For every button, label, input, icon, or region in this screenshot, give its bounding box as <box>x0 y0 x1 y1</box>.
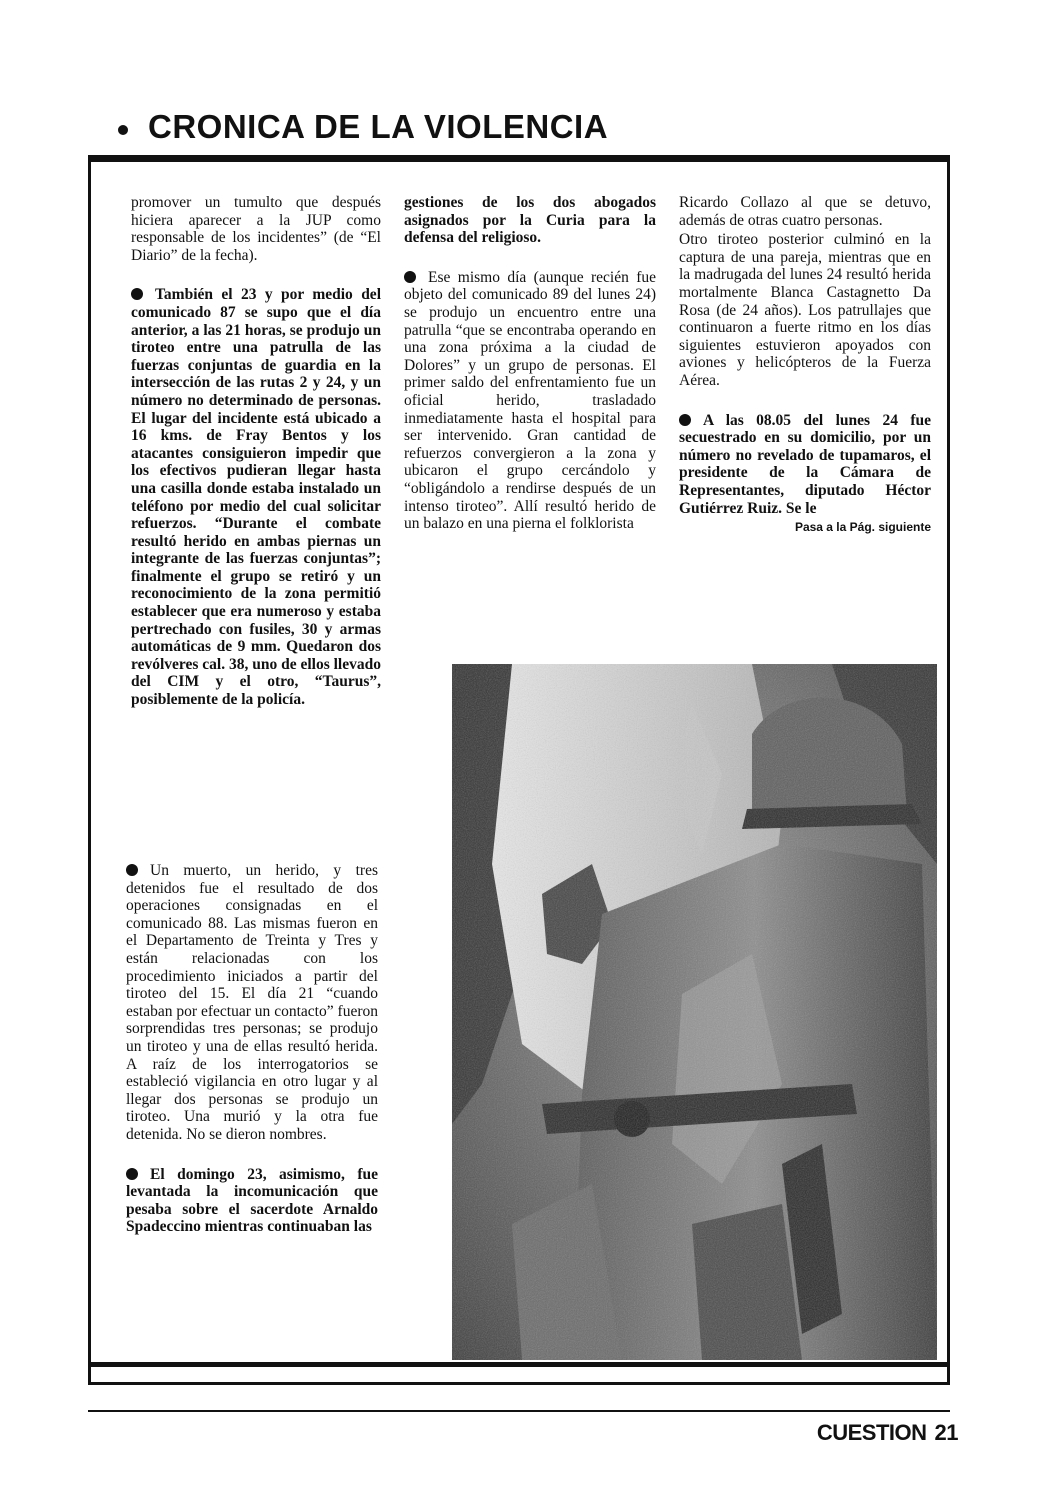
paragraph: Otro tiroteo posterior culminó en la captura de una pareja, mientras que en la madrugada del lunes 24 resultó herida mortalmente Blanca Castagnetto Da Rosa (de 24 años). Los patrullajes que continuaron a fuerte ritmo en los días siguientes estuvieron apoyados con aviones y helicópteros de la Fuerza Aérea. <box>679 231 931 389</box>
paragraph: gestiones de los dos abogados asignados por la Curia para la defensa del religioso. <box>404 194 656 247</box>
paragraph-text: El domingo 23, asimismo, fue levantada la incomunicación que pesaba sobre el sacerdote Arnaldo Spadeccino mientras continuaban las <box>126 1165 378 1236</box>
bullet-icon <box>126 864 138 876</box>
bullet-icon <box>679 414 691 426</box>
continued-note: Pasa a la Pág. siguiente <box>794 520 931 535</box>
paragraph-bulleted <box>126 862 378 1144</box>
paragraph-bulleted <box>126 1166 378 1236</box>
paragraph-bulleted <box>131 286 381 708</box>
paragraph-text: Un muerto, un herido, y tres detenidos fue el resultado de dos operaciones consignadas en el comunicado 88. Las mismas fueron en el Departamento de Treinta y Tres y están relacionadas con los procedimiento iniciados a partir del tiroteo del 15. El día 21 “cuando estaban por efectuar un contacto” fueron sorprendidas tres personas; se produjo un tiroteo y una de ellas resultó herida. A raíz de los interrogatorios se estableció vigilancia en otro lugar y al llegar dos personas se produjo un tiroteo. Una murió y la otra fue detenida. No se dieron nombres. <box>126 862 378 1143</box>
paragraph-text: También el 23 y por medio del comunicado 87 se supo que el día anterior, a las 21 horas, se produjo un tiroteo entre una patrulla de las fuerzas conjuntas de guardia en la intersección de las rutas 2 y 24, y un número no determinado de personas. El lugar del incidente está ubicado a 16 kms. de Fray Bentos y los atacantes consiguieron impedir que los efectivos pudieran llegar hasta una casilla donde estaba instalado un teléfono por medio del cual solicitar refuerzos. “Durante el combate resultó herido en ambas piernas un integrante de las fuerzas conjuntas”; finalmente el grupo se retiró y un reconocimiento de la zona permitió establecer que era numeroso y estaba pertrechado con fusiles, 30 y armas automáticas de 9 mm. Quedaron dos revólveres cal. 38, uno de ellos llevado del CIM y el otro, “Taurus”, posiblemente de la policía. <box>131 286 381 709</box>
column-3 <box>679 194 931 537</box>
paragraph-bulleted <box>404 269 656 533</box>
page-footer <box>817 1420 958 1446</box>
page-number: 21 <box>934 1420 958 1445</box>
paragraph: promover un tumulto que después hiciera aparecer a la JUP como responsable de los incidentes” (de “El Diario” de la fecha). <box>131 194 381 264</box>
column-2 <box>404 194 656 555</box>
bullet-icon <box>126 1168 138 1180</box>
bullet-icon <box>131 288 143 300</box>
bullet-icon <box>404 271 416 283</box>
paragraph-bulleted <box>679 412 931 518</box>
frame-rule <box>88 1362 950 1367</box>
paragraph-text: A las 08.05 del lunes 24 fue secuestrado en su domicilio, por un número no revelado de tupamaros, el presidente de la Cámara de Representantes, diputado Héctor Gutiérrez Ruiz. Se le <box>679 411 931 517</box>
photo-soldiers-image <box>452 664 937 1360</box>
paragraph: Ricardo Collazo al que se detuvo, además de otras cuatro personas. <box>679 194 931 229</box>
section-header <box>118 108 608 146</box>
section-title: CRONICA DE LA VIOLENCIA <box>148 108 609 145</box>
footer-rule <box>88 1410 950 1412</box>
magazine-name: CUESTION <box>816 1420 927 1445</box>
paragraph-text: Ese mismo día (aunque recién fue objeto del comunicado 89 del lunes 24) se produjo un encuentro entre una patrulla “que se encontraba operando en una zona próxima a la ciudad de Dolores” y un grupo de personas. El primer saldo del enfrentamiento fue un oficial herido, trasladado inmediatamente hasta el hospital para ser intervenido. Gran cantidad de refuerzos convergieron a la zona y ubicaron el grupo cercándolo y “obligándolo a rendirse después de un intenso tiroteo”. Allí resultó herido de un balazo en una pierna el folklorista <box>404 268 656 533</box>
bullet-icon <box>118 125 128 135</box>
column-1 <box>131 194 381 731</box>
news-photo <box>452 664 937 1360</box>
column-1-lower <box>126 862 378 1258</box>
